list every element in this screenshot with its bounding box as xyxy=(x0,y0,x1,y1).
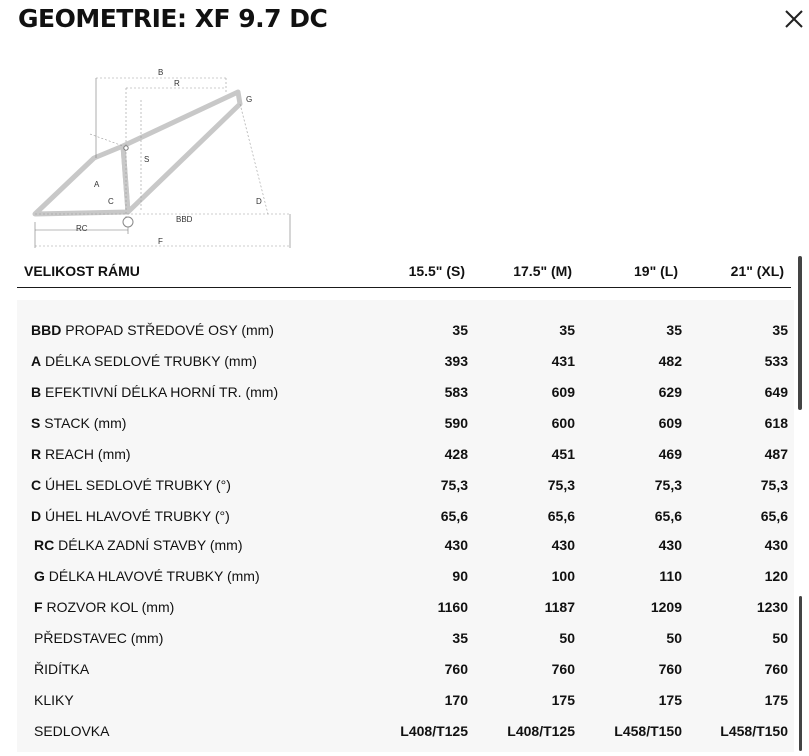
row-label-text: ÚHEL HLAVOVÉ TRUBKY (°) xyxy=(45,508,230,524)
table-cell: 35 xyxy=(559,322,575,338)
row-label xyxy=(31,414,126,432)
table-cell: 75,3 xyxy=(440,477,468,493)
table-cell: 35 xyxy=(666,322,682,338)
table-cell: 430 xyxy=(764,537,788,553)
table-cell: 760 xyxy=(444,661,468,677)
table-cell: 175 xyxy=(551,692,575,708)
row-label-text: ROZVOR KOL (mm) xyxy=(46,599,175,615)
row-label xyxy=(34,660,89,678)
table-cell: 487 xyxy=(764,446,788,462)
table-cell: 175 xyxy=(658,692,682,708)
table-cell: 35 xyxy=(452,322,468,338)
row-label xyxy=(34,598,174,616)
scrollbar-thumb-lower[interactable] xyxy=(799,596,802,751)
row-label xyxy=(31,507,230,525)
table-row xyxy=(17,469,794,500)
header-size-l: 19" (L) xyxy=(634,263,678,279)
geometry-table-body xyxy=(17,300,794,752)
row-label-text: PROPAD STŘEDOVÉ OSY (mm) xyxy=(65,322,274,338)
table-cell: 170 xyxy=(444,692,468,708)
row-label xyxy=(31,383,278,401)
diagram-label-d: D xyxy=(256,197,262,206)
header-size-m: 17.5" (M) xyxy=(513,263,572,279)
row-code: R xyxy=(31,446,42,462)
table-row xyxy=(17,529,794,560)
table-cell: 50 xyxy=(666,630,682,646)
row-label xyxy=(31,321,274,339)
row-label-text: ÚHEL SEDLOVÉ TRUBKY (°) xyxy=(45,477,231,493)
table-cell: 482 xyxy=(658,353,682,369)
row-label xyxy=(34,536,243,554)
table-cell: 65,6 xyxy=(547,508,575,524)
close-icon[interactable] xyxy=(782,7,806,31)
table-cell: 175 xyxy=(764,692,788,708)
row-code: F xyxy=(34,599,43,615)
table-row xyxy=(17,622,794,653)
row-label xyxy=(34,629,163,647)
table-row xyxy=(17,560,794,591)
header-size-xl: 21" (XL) xyxy=(730,263,784,279)
row-label-text: STACK (mm) xyxy=(44,415,127,431)
row-label-text: SEDLOVKA xyxy=(34,723,110,739)
table-cell: 50 xyxy=(772,630,788,646)
row-label-text: EFEKTIVNÍ DÉLKA HORNÍ TR. (mm) xyxy=(45,384,279,400)
table-row xyxy=(17,715,794,746)
header-frame-size: VELIKOST RÁMU xyxy=(24,263,140,279)
row-label xyxy=(34,691,74,709)
table-cell: L458/T150 xyxy=(720,723,788,739)
table-cell: 50 xyxy=(559,630,575,646)
table-cell: 590 xyxy=(444,415,468,431)
row-label-text: PŘEDSTAVEC (mm) xyxy=(34,630,164,646)
row-label-text: ŘIDÍTKA xyxy=(34,661,90,677)
table-row xyxy=(17,653,794,684)
table-cell: 609 xyxy=(551,384,575,400)
table-cell: 100 xyxy=(551,568,575,584)
table-cell: 1230 xyxy=(756,599,788,615)
row-label-text: DÉLKA ZADNÍ STAVBY (mm) xyxy=(58,537,243,553)
table-cell: 35 xyxy=(452,630,468,646)
table-cell: 75,3 xyxy=(760,477,788,493)
table-cell: 90 xyxy=(452,568,468,584)
table-cell: 65,6 xyxy=(440,508,468,524)
table-cell: L408/T125 xyxy=(400,723,468,739)
table-cell: 110 xyxy=(659,568,682,584)
page-title: GEOMETRIE: XF 9.7 DC xyxy=(18,4,328,33)
table-row xyxy=(17,500,794,531)
table-cell: 629 xyxy=(658,384,682,400)
row-label xyxy=(31,445,131,463)
diagram-label-c: C xyxy=(108,197,114,206)
row-code: RC xyxy=(34,537,55,553)
table-row xyxy=(17,591,794,622)
table-cell: 649 xyxy=(764,384,788,400)
diagram-label-r: R xyxy=(174,79,180,88)
row-code: S xyxy=(31,415,41,431)
table-cell: 1209 xyxy=(650,599,682,615)
row-code: G xyxy=(34,568,45,584)
diagram-label-s: S xyxy=(144,155,150,164)
table-cell: 120 xyxy=(764,568,788,584)
diagram-label-f: F xyxy=(158,237,163,246)
table-row xyxy=(17,345,794,376)
table-row xyxy=(17,684,794,715)
table-cell: 451 xyxy=(551,446,575,462)
table-cell: 533 xyxy=(764,353,788,369)
bike-geometry-diagram xyxy=(28,62,303,254)
row-code: B xyxy=(31,384,42,400)
table-cell: 430 xyxy=(551,537,575,553)
diagram-label-rc: RC xyxy=(76,224,88,233)
diagram-label-bbd: BBD xyxy=(176,215,193,224)
table-cell: 430 xyxy=(658,537,682,553)
table-cell: 760 xyxy=(551,661,575,677)
row-label xyxy=(34,722,109,740)
row-label-text: DÉLKA SEDLOVÉ TRUBKY (mm) xyxy=(45,353,257,369)
table-header xyxy=(17,256,791,288)
table-row xyxy=(17,407,794,438)
diagram-label-a: A xyxy=(94,180,100,189)
table-cell: 600 xyxy=(551,415,575,431)
row-label xyxy=(31,352,257,370)
table-cell: 469 xyxy=(658,446,682,462)
table-cell: 65,6 xyxy=(654,508,682,524)
table-row xyxy=(17,438,794,469)
table-cell: 430 xyxy=(444,537,468,553)
header-size-s: 15.5" (S) xyxy=(408,263,465,279)
table-cell: 393 xyxy=(444,353,468,369)
diagram-label-g: G xyxy=(246,95,253,104)
row-label-text: REACH (mm) xyxy=(45,446,131,462)
table-cell: L458/T150 xyxy=(614,723,682,739)
row-label xyxy=(34,567,260,585)
table-cell: 760 xyxy=(764,661,788,677)
table-cell: 428 xyxy=(444,446,468,462)
row-label xyxy=(31,476,231,494)
row-code: BBD xyxy=(31,322,62,338)
table-cell: 583 xyxy=(444,384,468,400)
table-cell: 65,6 xyxy=(760,508,788,524)
table-cell: 618 xyxy=(764,415,788,431)
table-row xyxy=(17,314,794,345)
table-cell: 431 xyxy=(551,353,575,369)
table-cell: 760 xyxy=(658,661,682,677)
table-row xyxy=(17,376,794,407)
diagram-label-b: B xyxy=(158,68,164,77)
row-label-text: DÉLKA HLAVOVÉ TRUBKY (mm) xyxy=(48,568,260,584)
row-code: C xyxy=(31,477,42,493)
table-cell: L408/T125 xyxy=(507,723,575,739)
row-code: A xyxy=(31,353,42,369)
table-cell: 35 xyxy=(772,322,788,338)
table-cell: 75,3 xyxy=(547,477,575,493)
row-code: D xyxy=(31,508,42,524)
table-cell: 75,3 xyxy=(654,477,682,493)
row-label-text: KLIKY xyxy=(34,692,74,708)
table-cell: 609 xyxy=(658,415,682,431)
table-cell: 1187 xyxy=(544,599,575,615)
table-cell: 1160 xyxy=(437,599,468,615)
scrollbar-thumb[interactable] xyxy=(798,256,802,410)
